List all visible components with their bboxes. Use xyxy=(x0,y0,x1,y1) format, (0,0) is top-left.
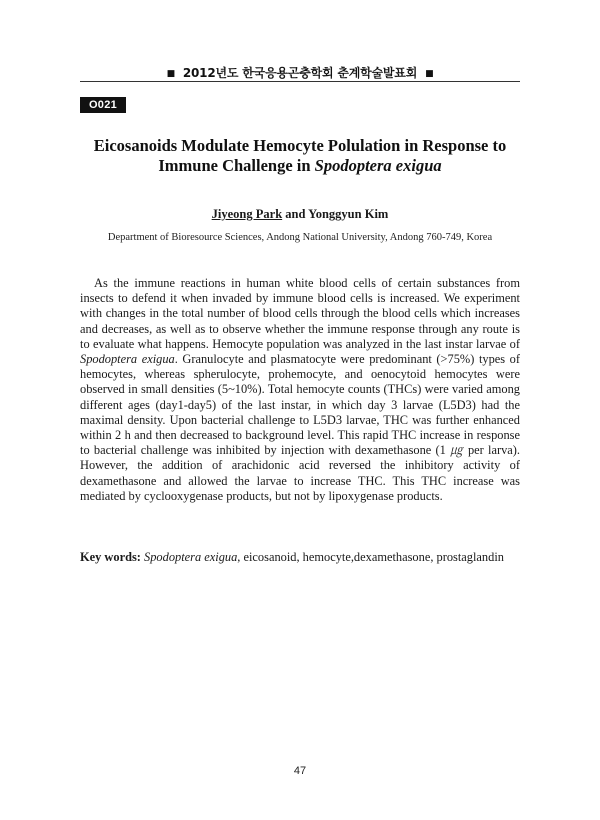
keywords-label: Key words: xyxy=(80,550,141,564)
conference-header xyxy=(0,64,600,81)
abstract-body xyxy=(80,276,520,504)
abstract-code-badge: O021 xyxy=(80,97,126,113)
abstract-species: Spodoptera exigua xyxy=(80,352,175,367)
abstract-part-3: per larva). However, the addition of arachidonic acid reversed the inhibitory activity of dexamethasone and allowed the larvae to increase THC. This THC increase was mediated by cyclooxygenase products, but not by lipoxygenase products. xyxy=(80,443,521,503)
keywords-rest: , eicosanoid, hemocyte,dexamethasone, prostaglandin xyxy=(237,550,504,564)
abstract-unit: ㎍ xyxy=(450,443,464,458)
abstract-part-2: . Granulocyte and plasmatocyte were predominant (>75%) types of hemocytes, whereas spherulocyte, prohemocyte, and oenocytoid hemocytes were observed in small densities (5~10%). Total hemocyte counts (THCs) were varied among different ages (day1-day5) of the last instar, in which day 3 larvae (L5D3) had the maximal density. Upon bacterial challenge to L5D3 larvae, THC was further enhanced within 2 h and then decreased to background level. This rapid THC increase in response to bacterial challenge was inhibited by injection with dexamethasone (1 xyxy=(80,352,520,458)
paper-title xyxy=(60,136,540,176)
author-list xyxy=(0,207,600,222)
conference-title: 2012년도 한국응용곤충학회 춘계학술발표회 xyxy=(182,66,418,80)
keywords-species: Spodoptera exigua xyxy=(144,550,238,564)
header-bullet-right: ■ xyxy=(425,69,434,79)
author-first: Jiyeong Park xyxy=(211,207,283,221)
title-line-1: Eicosanoids Modulate Hemocyte Polulation in Response to xyxy=(93,136,507,155)
title-species: Spodoptera exigua xyxy=(314,156,442,175)
abstract-part-1: As the immune reactions in human white blood cells of certain substances from insects to defend it when invaded by immune blood cells is increased. We experiment with changes in the total number of blood cells through the blood cells which increases and decreases, as well as to observe whether the immune response through any route is to evaluate what happens. Hemocyte population was analyzed in the last instar larvae of xyxy=(80,276,520,351)
keywords xyxy=(80,550,540,565)
page-number: 47 xyxy=(293,765,307,777)
affiliation: Department of Bioresource Sciences, Andong National University, Andong 760-749, Korea xyxy=(107,232,493,243)
author-joiner: and xyxy=(282,207,309,221)
title-line-2 xyxy=(60,156,540,176)
header-bullet-left: ■ xyxy=(166,69,175,79)
title-line-2-prefix: Immune Challenge in xyxy=(158,156,315,175)
header-divider xyxy=(80,81,520,82)
author-second: Yonggyun Kim xyxy=(308,207,389,221)
